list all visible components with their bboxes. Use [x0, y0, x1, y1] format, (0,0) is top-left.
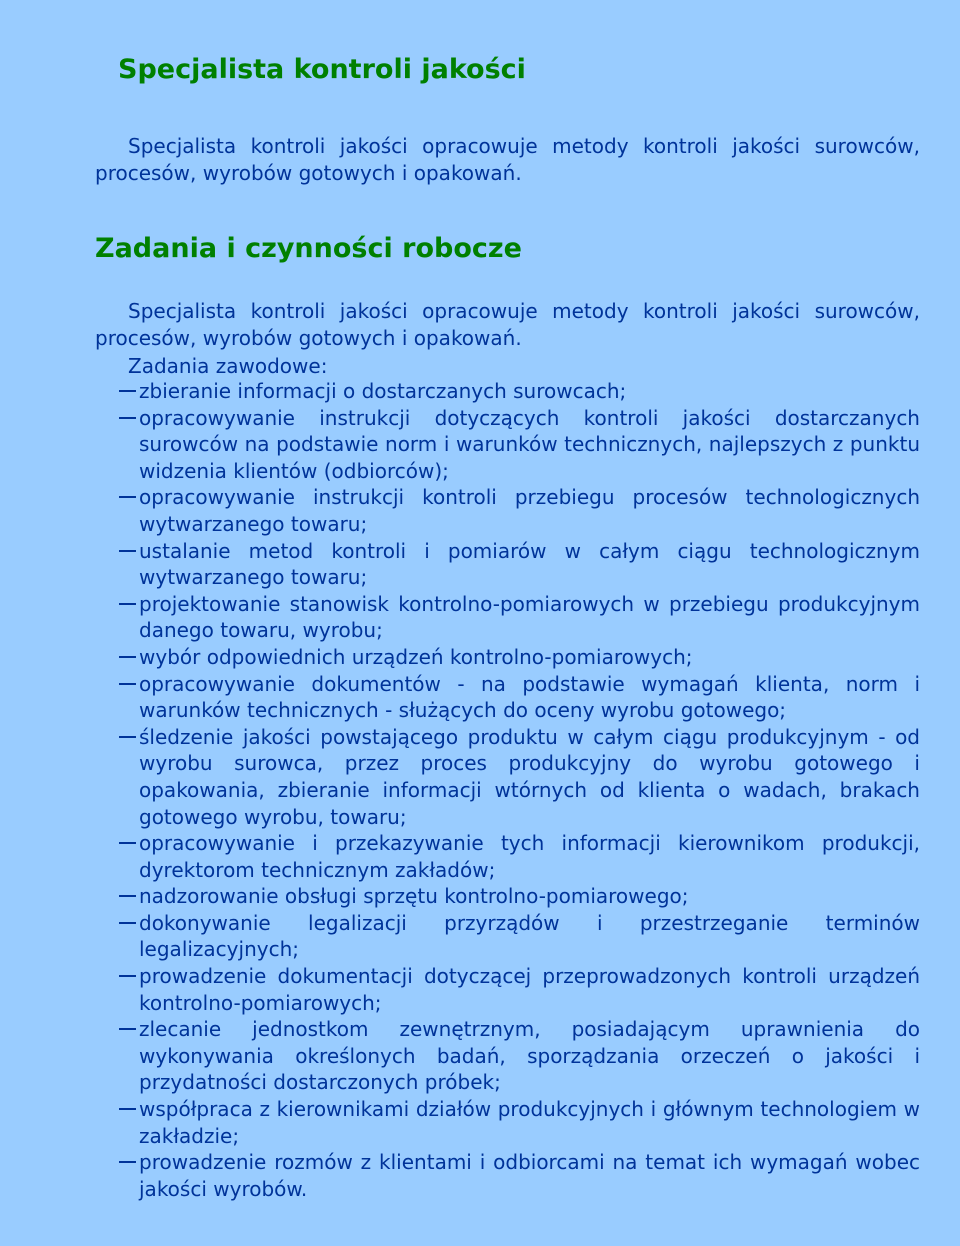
task-item: [95, 1016, 920, 1096]
task-item: [95, 538, 920, 591]
task-item: [95, 830, 920, 883]
task-item: [95, 671, 920, 724]
dash-bullet-icon: [119, 1161, 136, 1163]
task-item: [95, 963, 920, 1016]
task-item: [95, 644, 920, 671]
dash-bullet-icon: [119, 922, 136, 924]
dash-bullet-icon: [119, 603, 136, 605]
dash-bullet-icon: [119, 496, 136, 498]
dash-bullet-icon: [119, 683, 136, 685]
dash-bullet-icon: [119, 736, 136, 738]
section-heading: Zadania i czynności robocze: [95, 233, 522, 264]
task-item: [95, 724, 920, 830]
task-text: opracowywanie instrukcji kontroli przebiegu procesów technologicznych wytwarzanego towaru;: [139, 485, 920, 536]
page-title: Specjalista kontroli jakości: [118, 54, 526, 85]
task-text: opracowywanie instrukcji dotyczących kontroli jakości dostarczanych surowców na podstawie norm i warunków technicznych, najlepszych z punktu widzenia klientów (odbiorców);: [139, 405, 920, 483]
task-text: śledzenie jakości powstającego produktu w całym ciągu produkcyjnym - od wyrobu surowca, przez proces produkcyjny do wyrobu gotowego i opakowania, zbieranie informacji wtórnych od klienta o wadach, brakach gotowego wyrobu, towaru;: [139, 724, 920, 829]
task-text: ustalanie metod kontroli i pomiarów w całym ciągu technologicznym wytwarzanego towaru;: [139, 538, 920, 590]
task-item: [95, 883, 920, 910]
dash-bullet-icon: [119, 1108, 136, 1110]
task-item: [95, 484, 920, 537]
task-text: zbieranie informacji o dostarczanych surowcach;: [139, 379, 627, 403]
task-text: opracowywanie dokumentów - na podstawie wymagań klienta, norm i warunków technicznych - służących do oceny wyrobu gotowego;: [139, 671, 920, 723]
task-item: [95, 405, 920, 485]
tasks-list: [95, 378, 920, 1202]
section-intro-paragraph: Specjalista kontroli jakości opracowuje metody kontroli jakości surowców, procesów, wyrobów gotowych i opakowań.: [95, 299, 920, 350]
dash-bullet-icon: [119, 550, 136, 552]
intro-paragraph: Specjalista kontroli jakości opracowuje metody kontroli jakości surowców, procesów, wyrobów gotowych i opakowań.: [95, 134, 920, 185]
task-text: zlecanie jednostkom zewnętrznym, posiadającym uprawnienia do wykonywania określonych badań, sporządzania orzeczeń o jakości i przydatności dostarczonych próbek;: [139, 1017, 920, 1095]
task-text: opracowywanie i przekazywanie tych informacji kierownikom produkcji, dyrektorom technicznym zakładów;: [139, 831, 920, 882]
task-item: [95, 1096, 920, 1149]
task-item: [95, 910, 920, 963]
task-text: dokonywanie legalizacji przyrządów i przestrzeganie terminów legalizacyjnych;: [139, 910, 920, 962]
task-item: [95, 378, 920, 405]
task-text: projektowanie stanowisk kontrolno-pomiarowych w przebiegu produkcyjnym danego towaru, wyrobu;: [139, 591, 920, 643]
task-text: wybór odpowiednich urządzeń kontrolno-pomiarowych;: [139, 644, 693, 669]
task-text: nadzorowanie obsługi sprzętu kontrolno-pomiarowego;: [139, 884, 689, 909]
dash-bullet-icon: [119, 975, 136, 977]
dash-bullet-icon: [119, 842, 136, 844]
dash-bullet-icon: [119, 390, 136, 392]
task-item: [95, 591, 920, 644]
dash-bullet-icon: [119, 417, 136, 419]
tasks-label: Zadania zawodowe:: [128, 354, 328, 378]
dash-bullet-icon: [119, 1028, 136, 1030]
dash-bullet-icon: [119, 656, 136, 658]
task-text: prowadzenie dokumentacji dotyczącej przeprowadzonych kontroli urządzeń kontrolno-pomiarowych;: [139, 964, 920, 1015]
task-item: [95, 1149, 920, 1202]
task-text: współpraca z kierownikami działów produkcyjnych i głównym technologiem w zakładzie;: [139, 1097, 920, 1148]
task-text: prowadzenie rozmów z klientami i odbiorcami na temat ich wymagań wobec jakości wyrobów.: [139, 1150, 920, 1201]
dash-bullet-icon: [119, 895, 136, 897]
